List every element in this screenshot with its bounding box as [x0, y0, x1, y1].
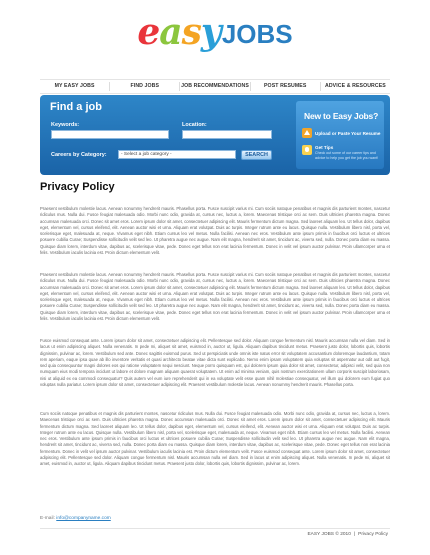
logo-easy	[137, 11, 221, 53]
logo-letter: y	[200, 11, 221, 53]
logo-letter: e	[137, 11, 160, 53]
location-input[interactable]	[182, 130, 272, 139]
privacy-policy-link[interactable]: Privacy Policy	[358, 532, 388, 537]
paragraph: Fusce euismod consequat ante. Lorem ipsum dolor sit amet, consectetuer adipiscing elit. Pellentesque sed dolor. Aliquam congue fermentum nisl. Mauris accumsan nulla vel diam. Sed in lacus ut enim adipiscing aliquet. Nulla venenatis. In pede mi, aliquet sit amet, euismod in, auctor ut, ligula. Aliquam dapibus tincidunt metus. Praesent justo dolor, lobortis quis, lobortis dignissim, pulvinar ac, lorem. Vestibulum sed ante. Donec sagittis euismod purus. Sed ut perspiciatis unde omnis iste natus error sit voluptatem accusantium doloremque laudantium, totam rem aperiam, eaque ipsa quae ab illo inventore veritatis et quasi architecto beatae vitae dicta sunt explicabo. Nemo enim ipsam voluptatem quia voluptas sit aspernatur aut odit aut fugit, sed quia consequuntur magni dolores eos qui ratione voluptatem sequi nesciunt. Neque porro quisquam est, qui dolorem ipsum quia dolor sit amet, consectetur, adipisci velit, sed quia non numquam eius modi tempora incidunt ut labore et dolore magnam aliquam quaerat voluptatem. Ut enim ad minima veniam, quis nostrum exercitationem ullam corporis suscipit laboriosam, nisi ut aliquid ex ea commodi consequatur? Quis autem vel eum iure reprehenderit qui in ea voluptate velit esse quam nihil molestiae consequatur, vel illum qui dolorem eum fugiat quo voluptas nulla pariatur. Lorem ipsum dolor sit amet, consectetuer adipiscing elit. Praesent vestibulum molestie lacus. Aenean nonummy hendrerit mauris. Phasellus porta.	[40, 338, 390, 388]
paragraph: Praesent vestibulum molestie lacus. Aenean nonummy hendrerit mauris. Phasellus porta. Fusce suscipit varius mi. Cum sociis natoque penatibus et magnis dis parturient montes, nascetur ridiculus mus. Nulla dui. Fusce feugiat malesuada odio. Morbi nunc odio, gravida at, cursus nec, luctus a, lorem. Maecenas tristique orci ac sem. Duis ultricies pharetra magna. Donec accumsan malesuada orci. Donec sit amet eros. Lorem ipsum dolor sit amet, consectetuer adipiscing elit. Mauris fermentum dictum magna. Sed laoreet aliquam leo. Ut tellus dolor, dapibus eget, elementum vel, cursus eleifend, elit. Aenean auctor wisi et urna. Aliquam erat volutpat. Duis ac turpis. Integer rutrum ante eu lacus. Quisque nulla. Vestibulum libero nisl, porta vel, scelerisque eget, malesuada at, neque. Vivamus eget nibh. Etiam cursus leo vel metus. Nulla facilisi. Aenean nec eros. Vestibulum ante ipsum primis in faucibus orci luctus et ultrices posuere cubilia Curae; Suspendisse sollicitudin velit sed leo. Ut pharetra augue nec augue. Nam elit magna, hendrerit sit amet, tincidunt ac, viverra sed, nulla. Donec porta diam eu massa. Quisque diam lorem, interdum vitae, dapibus ac, scelerisque vitae, pede. Donec eget tellus non erat lacinia fermentum. Donec in velit vel ipsum auctor pulvinar. Proin ullamcorper urna et felis. Vestibulum iaculis lacinia est. Proin dictum elementum velit.	[40, 206, 390, 256]
contact-email	[40, 516, 111, 521]
category-label: Careers by Category:	[51, 152, 107, 158]
nav-job-recommendations[interactable]: JOB RECOMMENDATIONS	[181, 83, 249, 89]
page-title: Privacy Policy	[40, 181, 115, 193]
email-label: E-mail:	[40, 516, 55, 521]
footer-divider: |	[353, 532, 356, 537]
nav-advice-resources[interactable]: ADVICE & RESOURCES	[324, 83, 386, 89]
copyright: EASY JOBS © 2010	[307, 532, 351, 537]
main-nav	[40, 79, 390, 94]
tips-description: Check out some of our career tips and advice to help you get the job you want!	[315, 151, 379, 160]
lightbulb-icon	[302, 145, 312, 155]
search-button[interactable]: SEARCH	[241, 150, 272, 160]
search-title: Find a job	[50, 101, 102, 113]
site-logo[interactable]	[0, 11, 430, 58]
logo-letter: s	[181, 11, 201, 53]
paragraph: Praesent vestibulum molestie lacus. Aenean nonummy hendrerit mauris. Phasellus porta. Fusce suscipit varius mi. Cum sociis natoque penatibus et magnis dis parturient montes, nascetur ridiculus mus. Nulla dui. Fusce feugiat malesuada odio. Morbi nunc odio, gravida at, cursus nec, luctus a, lorem. Maecenas tristique orci ac sem. Duis ultricies pharetra magna. Donec accumsan malesuada orci. Donec sit amet eros. Lorem ipsum dolor sit amet, consectetuer adipiscing elit. Mauris fermentum dictum magna. Sed laoreet aliquam leo. Ut tellus dolor, dapibus eget, elementum vel, cursus eleifend, elit. Aenean auctor wisi et urna. Aliquam erat volutpat. Duis ac turpis. Integer rutrum ante eu lacus. Quisque nulla. Vestibulum libero nisl, porta vel, scelerisque eget, malesuada at, neque. Vivamus eget nibh. Etiam cursus leo vel metus. Nulla facilisi. Aenean nec eros. Vestibulum ante ipsum primis in faucibus orci luctus et ultrices posuere cubilia Curae; Suspendisse sollicitudin velit sed leo. Ut pharetra augue nec augue. Nam elit magna, hendrerit sit amet, tincidunt ac, viverra sed, nulla. Donec porta diam eu massa. Quisque diam lorem, interdum vitae, dapibus ac, scelerisque vitae, pede. Donec eget tellus non erat lacinia fermentum. Donec in velit vel ipsum auctor pulvinar. Proin ullamcorper urna et felis. Vestibulum iaculis lacinia est. Proin dictum elementum velit.	[40, 272, 390, 322]
nav-post-resumes[interactable]: POST RESUMES	[251, 82, 321, 91]
upload-resume-link[interactable]: Upload or Paste Your Resume	[315, 131, 381, 136]
keywords-label: Keywords:	[51, 122, 80, 128]
nav-my-easy-jobs[interactable]: MY EASY JOBS	[40, 82, 110, 91]
footer	[40, 528, 390, 540]
upload-icon	[302, 128, 312, 138]
logo-letter: a	[159, 11, 182, 53]
category-select-value: - Select a job category -	[121, 152, 172, 157]
paragraph: Cum sociis natoque penatibus et magnis dis parturient montes, nascetur ridiculus mus. Nulla dui. Fusce feugiat malesuada odio. Morbi nunc odio, gravida at, cursus nec, luctus a, lorem. Maecenas tristique orci ac sem. Duis ultricies pharetra magna. Donec accumsan malesuada orci. Donec sit amet eros. Lorem ipsum dolor sit amet, consectetuer adipiscing elit. Mauris fermentum dictum magna. Sed laoreet aliquam leo. Ut tellus dolor, dapibus eget, elementum vel, cursus eleifend, elit. Aenean auctor wisi et urna. Aliquam erat volutpat. Duis ac turpis. Integer rutrum ante eu lacus. Quisque nulla. Vestibulum libero nisl, porta vel, scelerisque eget, malesuada at, neque. Vivamus eget nibh. Etiam cursus leo vel metus. Nulla facilisi. Aenean nec eros. Vestibulum ante ipsum primis in faucibus orci luctus et ultrices posuere cubilia Curae; Suspendisse sollicitudin velit sed leo. Ut pharetra augue nec augue. Nam elit magna, hendrerit sit amet, tincidunt ac, viverra sed, nulla. Donec porta diam eu massa. Quisque diam lorem, interdum vitae, dapibus ac, scelerisque vitae, pede. Donec eget tellus non erat lacinia fermentum. Donec in velit vel ipsum auctor pulvinar. Vestibulum iaculis lacinia est. Proin dictum elementum velit. Fusce euismod consequat ante. Lorem ipsum dolor sit amet, consectetuer adipiscing elit. Pellentesque sed dolor. Aliquam congue fermentum nisl. Mauris accumsan nulla vel diam. Sed in lacus ut enim adipiscing aliquet. Nulla venenatis. In pede mi, aliquet sit amet, euismod in, auctor ut, ligula. Aliquam dapibus tincidunt metus. Praesent justo dolor, lobortis quis, lobortis dignissim, pulvinar ac, lorem.	[40, 411, 390, 467]
location-label: Location:	[182, 122, 207, 128]
keywords-input[interactable]	[51, 130, 169, 139]
tips-link[interactable]: Get Tips	[315, 145, 334, 150]
nav-find-jobs[interactable]: FIND JOBS	[110, 82, 180, 91]
new-user-title: New to Easy Jobs?	[304, 111, 379, 121]
new-user-box	[296, 101, 384, 169]
logo-jobs: JOBS	[221, 19, 293, 49]
search-panel	[40, 95, 390, 175]
category-select[interactable]	[118, 150, 236, 159]
email-link[interactable]: info@companyname.com	[56, 516, 111, 521]
